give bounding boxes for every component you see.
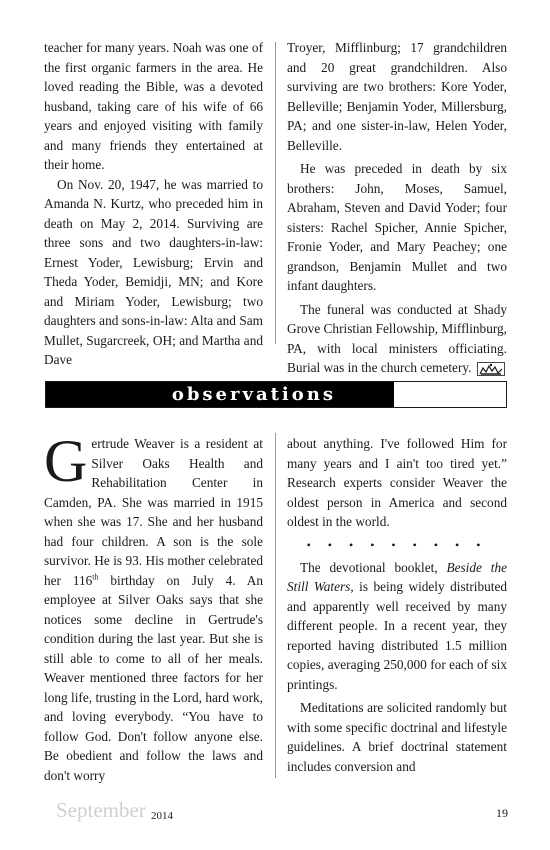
footer-year: 2014 <box>151 810 173 822</box>
section-banner <box>45 381 507 408</box>
observations-paragraph-1-part-a: ertrude Weaver is a resident at Silver Oaks Health and Rehabilitation Center in Camden, PA. She was married in 1915 when she was 17. She and her husband had four children. A son is the sole survivor. He is 93. His mother celebrated her 116 <box>44 436 263 588</box>
obituary-paragraph-2: On Nov. 20, 1947, he was married to Amanda N. Kurtz, who preceded him in death on May 2, 2014. Surviving are three sons and two daughters-in-law: Ernest Yoder, Lewisburg; Ervin and Theda Yoder, Bemidji, MN; and Kore and Miriam Yoder, Lewisburg; two daughters and sons-in-law: Alta and Sam Mullet, Sugarcreek, OH; and Martha and Dave <box>44 176 263 367</box>
observations-paragraph-3 <box>287 558 507 695</box>
observations-paragraph-3-part-a: The devotional booklet, <box>300 559 447 575</box>
observations-right-column <box>287 434 507 780</box>
obituary-paragraph-4: He was preceded in death by six brothers: John, Moses, Samuel, Abraham, Steven and David Yoder; four sisters: Rachel Spicher, Annie Spicher, Fronie Yoder, and Mary Peachey; one grandson, Benjamin Mullet and two infant daughters. <box>287 161 507 293</box>
observations-paragraph-2: about anything. I've followed Him for many years and I ain't too tired yet.” Research experts consider Weaver the oldest person in America and second oldest in the world. <box>287 436 507 529</box>
ordinal-suffix: th <box>92 572 99 582</box>
footer-month: September <box>56 798 146 822</box>
drop-cap: G <box>44 428 88 494</box>
observations-paragraph-3-part-b: , is being widely distributed and apparently well received by many different people. In a recent year, they reported having distributed 1.5 million copies, averaging 250,000 for each of six printings. <box>287 579 507 692</box>
obituary-paragraph-1: teacher for many years. Noah was one of the first organic farmers in the area. He loved reading the Bible, was a devoted husband, taking care of his wife of 66 years and enjoyed visiting with family and many friends they entertained at their home. <box>44 40 263 172</box>
end-of-article-icon <box>477 362 505 376</box>
obituary-paragraph-5-text: The funeral was conducted at Shady Grove Christian Fellowship, Mifflinburg, PA, with local ministers officiating. Burial was in the church cemetery. <box>287 301 508 375</box>
obituary-paragraph-3: Troyer, Mifflinburg; 17 grandchildren and 20 great grandchildren. Also surviving are two brothers: Kore Yoder, Belleville; Benjamin Yoder, Millersburg, PA; and one sister-in-law, Helen Yoder, Belleville. <box>287 40 507 153</box>
booklet-title: Beside the Still Waters <box>287 559 507 594</box>
column-divider-top <box>275 42 276 344</box>
section-title: observations <box>171 384 336 405</box>
obituary-right-column <box>287 38 507 382</box>
obituary-left-column <box>44 38 263 374</box>
observations-paragraph-1-part-b: birthday on July 4. An employee at Silver Oaks says that she notices some decline in Gertrude's condition during the last year. But she is still able to come to all of her meals. Weaver mentioned three factors for her long life, trusting in the Lord, hard work, and loving everybody. “You have to follow God. Don't follow anyone else. Be obedient and follow the laws and don't worry <box>44 572 263 783</box>
section-separator-dots: • • • • • • • • • <box>306 537 488 552</box>
observations-left-column <box>44 428 263 789</box>
page-number: 19 <box>496 806 508 820</box>
observations-paragraph-1 <box>44 428 263 785</box>
column-divider-bottom <box>275 433 276 778</box>
observations-paragraph-4: Meditations are solicited randomly but with some specific doctrinal and lifestyle guidelines. A brief doctrinal statement includes conversion and <box>287 700 507 774</box>
obituary-paragraph-5 <box>287 300 507 378</box>
